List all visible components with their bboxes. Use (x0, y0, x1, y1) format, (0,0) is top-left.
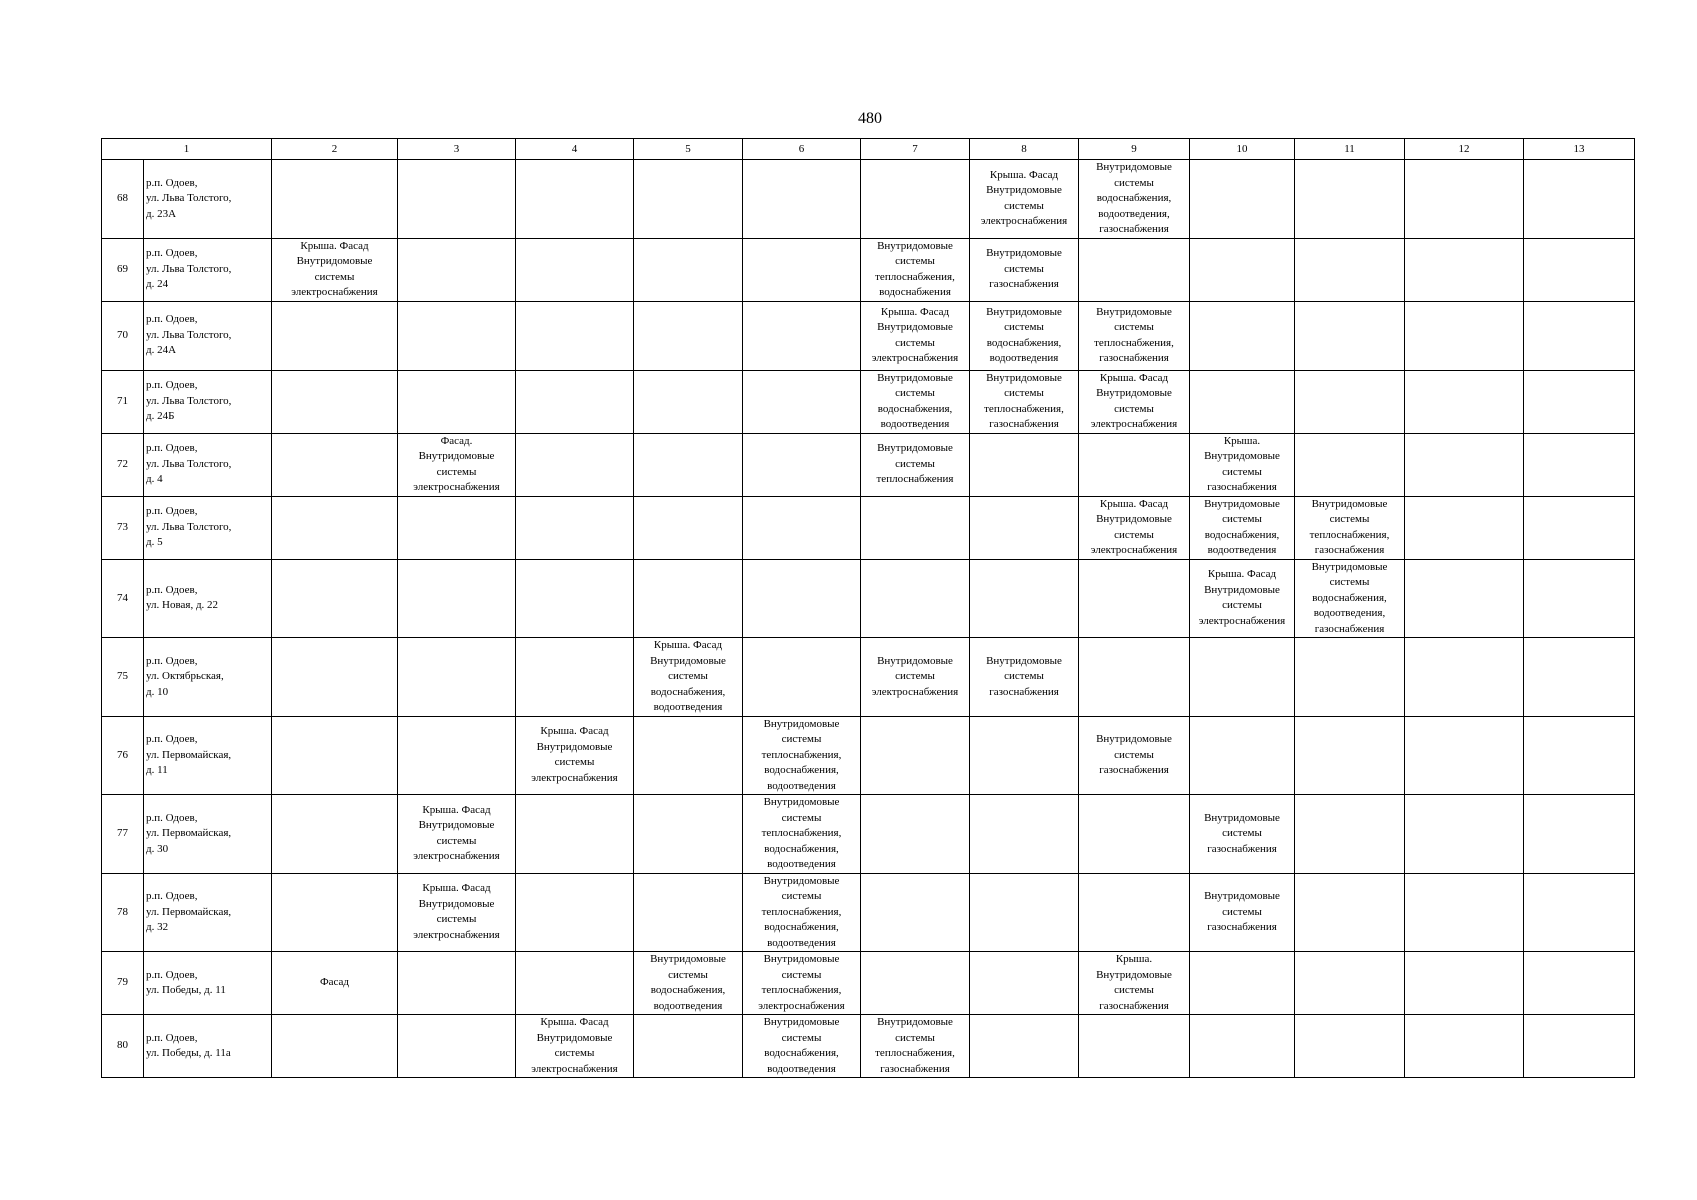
work-cell (970, 873, 1079, 952)
table-row (102, 1015, 1635, 1078)
work-cell: Внутридомовые системы теплоснабжения, водоснабжения, водоотведения (743, 795, 861, 874)
work-cell (1079, 638, 1190, 717)
work-cell: Внутридомовые системы газоснабжения (1190, 873, 1295, 952)
work-cell (1524, 795, 1635, 874)
work-cell (1405, 638, 1524, 717)
column-header-3: 3 (398, 139, 516, 160)
address-cell: р.п. Одоев, ул. Льва Толстого, д. 24Б (144, 370, 272, 433)
work-cell (516, 952, 634, 1015)
work-cell: Крыша. Фасад Внутридомовые системы электроснабжения (1079, 370, 1190, 433)
table-row (102, 638, 1635, 717)
work-cell: Внутридомовые системы водоснабжения, водоотведения (1190, 496, 1295, 559)
work-cell (272, 1015, 398, 1078)
work-cell (516, 559, 634, 638)
table-row (102, 873, 1635, 952)
address-cell: р.п. Одоев, ул. Первомайская, д. 30 (144, 795, 272, 874)
work-cell (1295, 795, 1405, 874)
work-cell: Внутридомовые системы теплоснабжения, водоснабжения, водоотведения (743, 716, 861, 795)
work-cell (1079, 559, 1190, 638)
work-cell (861, 873, 970, 952)
table-row (102, 370, 1635, 433)
row-number: 75 (102, 638, 144, 717)
work-cell (634, 160, 743, 239)
work-cell (1190, 301, 1295, 370)
work-cell (634, 238, 743, 301)
work-cell (743, 496, 861, 559)
work-cell (272, 301, 398, 370)
work-cell (398, 716, 516, 795)
table-row (102, 496, 1635, 559)
column-header-8: 8 (970, 139, 1079, 160)
work-cell (272, 160, 398, 239)
address-cell: р.п. Одоев, ул. Льва Толстого, д. 5 (144, 496, 272, 559)
work-cell (398, 1015, 516, 1078)
work-cell: Фасад (272, 952, 398, 1015)
address-cell: р.п. Одоев, ул. Льва Толстого, д. 23А (144, 160, 272, 239)
work-cell: Внутридомовые системы теплоснабжения, газоснабжения (861, 1015, 970, 1078)
work-cell (516, 238, 634, 301)
work-cell (398, 496, 516, 559)
work-cell: Крыша. Внутридомовые системы газоснабжения (1190, 433, 1295, 496)
work-cell (1079, 1015, 1190, 1078)
work-cell (634, 496, 743, 559)
work-cell (1405, 873, 1524, 952)
work-cell: Внутридомовые системы газоснабжения (970, 238, 1079, 301)
column-header-10: 10 (1190, 139, 1295, 160)
work-cell (634, 370, 743, 433)
work-cell (398, 370, 516, 433)
work-cell (1405, 160, 1524, 239)
work-cell: Фасад. Внутридомовые системы электроснабжения (398, 433, 516, 496)
work-cell (1524, 496, 1635, 559)
work-cell: Внутридомовые системы водоснабжения, водоотведения (743, 1015, 861, 1078)
work-cell (1405, 238, 1524, 301)
row-number: 73 (102, 496, 144, 559)
work-cell (1295, 716, 1405, 795)
work-cell (272, 559, 398, 638)
work-cell: Внутридомовые системы теплоснабжения, газоснабжения (1295, 496, 1405, 559)
work-cell: Внутридомовые системы теплоснабжения, газоснабжения (970, 370, 1079, 433)
work-cell (1295, 638, 1405, 717)
work-cell (1524, 716, 1635, 795)
column-header-9: 9 (1079, 139, 1190, 160)
row-number: 79 (102, 952, 144, 1015)
work-cell (1190, 638, 1295, 717)
work-cell (1524, 873, 1635, 952)
work-cell: Внутридомовые системы теплоснабжения, водоснабжения (861, 238, 970, 301)
work-cell (398, 638, 516, 717)
work-cell (970, 952, 1079, 1015)
row-number: 71 (102, 370, 144, 433)
work-cell (634, 433, 743, 496)
row-number: 70 (102, 301, 144, 370)
work-cell (1295, 160, 1405, 239)
column-header-4: 4 (516, 139, 634, 160)
work-cell (970, 1015, 1079, 1078)
work-cell: Внутридомовые системы теплоснабжения, электроснабжения (743, 952, 861, 1015)
work-cell: Крыша. Фасад Внутридомовые системы электроснабжения (1079, 496, 1190, 559)
work-cell: Крыша. Внутридомовые системы газоснабжения (1079, 952, 1190, 1015)
column-header-12: 12 (1405, 139, 1524, 160)
work-cell (861, 795, 970, 874)
work-cell (861, 160, 970, 239)
work-cell (1405, 559, 1524, 638)
work-cell (1190, 238, 1295, 301)
table-row (102, 433, 1635, 496)
work-cell (1190, 1015, 1295, 1078)
table-row (102, 301, 1635, 370)
work-cell: Внутридомовые системы водоснабжения, водоотведения, газоснабжения (1079, 160, 1190, 239)
work-cell (1295, 952, 1405, 1015)
column-header-5: 5 (634, 139, 743, 160)
work-cell (1524, 238, 1635, 301)
work-cell: Внутридомовые системы теплоснабжения, газоснабжения (1079, 301, 1190, 370)
table-row (102, 952, 1635, 1015)
repair-schedule-table (101, 138, 1635, 1078)
work-cell (743, 638, 861, 717)
row-number: 68 (102, 160, 144, 239)
work-cell: Внутридомовые системы газоснабжения (1190, 795, 1295, 874)
address-cell: р.п. Одоев, ул. Новая, д. 22 (144, 559, 272, 638)
column-header-13: 13 (1524, 139, 1635, 160)
work-cell: Внутридомовые системы теплоснабжения (861, 433, 970, 496)
work-cell (1079, 433, 1190, 496)
work-cell (516, 433, 634, 496)
work-cell (743, 370, 861, 433)
work-cell (1405, 952, 1524, 1015)
work-cell (743, 238, 861, 301)
work-cell: Внутридомовые системы электроснабжения (861, 638, 970, 717)
work-cell: Внутридомовые системы газоснабжения (1079, 716, 1190, 795)
address-cell: р.п. Одоев, ул. Льва Толстого, д. 24А (144, 301, 272, 370)
work-cell (1295, 370, 1405, 433)
address-cell: р.п. Одоев, ул. Первомайская, д. 32 (144, 873, 272, 952)
work-cell (272, 433, 398, 496)
work-cell (398, 301, 516, 370)
work-cell (1405, 301, 1524, 370)
work-cell (743, 559, 861, 638)
work-cell (1190, 370, 1295, 433)
work-cell (516, 873, 634, 952)
work-cell (861, 716, 970, 795)
row-number: 80 (102, 1015, 144, 1078)
work-cell (1524, 1015, 1635, 1078)
work-cell (970, 795, 1079, 874)
work-cell (970, 716, 1079, 795)
work-cell (634, 1015, 743, 1078)
work-cell: Внутридомовые системы газоснабжения (970, 638, 1079, 717)
work-cell: Крыша. Фасад Внутридомовые системы электроснабжения (398, 873, 516, 952)
work-cell (1524, 952, 1635, 1015)
work-cell (1190, 160, 1295, 239)
work-cell (272, 370, 398, 433)
table-row (102, 160, 1635, 239)
work-cell (272, 638, 398, 717)
work-cell (970, 496, 1079, 559)
work-cell (1295, 873, 1405, 952)
work-cell (516, 638, 634, 717)
work-cell (516, 370, 634, 433)
work-cell (1079, 795, 1190, 874)
address-cell: р.п. Одоев, ул. Льва Толстого, д. 4 (144, 433, 272, 496)
work-cell (970, 433, 1079, 496)
work-cell (1405, 716, 1524, 795)
work-cell (743, 301, 861, 370)
work-cell (1405, 795, 1524, 874)
address-cell: р.п. Одоев, ул. Победы, д. 11а (144, 1015, 272, 1078)
table-row (102, 559, 1635, 638)
work-cell (634, 559, 743, 638)
work-cell (1295, 433, 1405, 496)
work-cell: Крыша. Фасад Внутридомовые системы электроснабжения (516, 1015, 634, 1078)
column-header-2: 2 (272, 139, 398, 160)
work-cell (516, 160, 634, 239)
table-row (102, 795, 1635, 874)
column-header-7: 7 (861, 139, 970, 160)
work-cell (634, 795, 743, 874)
work-cell (398, 559, 516, 638)
work-cell (1190, 716, 1295, 795)
work-cell (861, 559, 970, 638)
address-cell: р.п. Одоев, ул. Льва Толстого, д. 24 (144, 238, 272, 301)
work-cell (1524, 301, 1635, 370)
work-cell (1190, 952, 1295, 1015)
row-number: 78 (102, 873, 144, 952)
work-cell (1079, 873, 1190, 952)
work-cell (272, 716, 398, 795)
work-cell (272, 795, 398, 874)
work-cell (743, 433, 861, 496)
column-header-11: 11 (1295, 139, 1405, 160)
work-cell (272, 873, 398, 952)
table-row (102, 238, 1635, 301)
work-cell: Крыша. Фасад Внутридомовые системы электроснабжения (1190, 559, 1295, 638)
address-cell: р.п. Одоев, ул. Победы, д. 11 (144, 952, 272, 1015)
column-header-6: 6 (743, 139, 861, 160)
row-number: 72 (102, 433, 144, 496)
work-cell (861, 496, 970, 559)
work-cell (743, 160, 861, 239)
work-cell (634, 716, 743, 795)
work-cell (1405, 496, 1524, 559)
work-cell (516, 795, 634, 874)
work-cell: Крыша. Фасад Внутридомовые системы водоснабжения, водоотведения (634, 638, 743, 717)
work-cell (1524, 160, 1635, 239)
work-cell (398, 160, 516, 239)
address-cell: р.п. Одоев, ул. Первомайская, д. 11 (144, 716, 272, 795)
column-header-1: 1 (102, 139, 272, 160)
work-cell: Крыша. Фасад Внутридомовые системы электроснабжения (516, 716, 634, 795)
work-cell (634, 301, 743, 370)
work-cell (272, 496, 398, 559)
work-cell (634, 873, 743, 952)
work-cell: Крыша. Фасад Внутридомовые системы электроснабжения (970, 160, 1079, 239)
work-cell (1405, 433, 1524, 496)
row-number: 76 (102, 716, 144, 795)
work-cell: Внутридомовые системы водоснабжения, водоотведения (861, 370, 970, 433)
work-cell: Внутридомовые системы водоснабжения, водоотведения, газоснабжения (1295, 559, 1405, 638)
work-cell (398, 238, 516, 301)
work-cell (1295, 238, 1405, 301)
work-cell: Крыша. Фасад Внутридомовые системы электроснабжения (272, 238, 398, 301)
work-cell (1405, 1015, 1524, 1078)
page-number: 480 (858, 110, 882, 127)
work-cell: Крыша. Фасад Внутридомовые системы электроснабжения (861, 301, 970, 370)
work-cell (1079, 238, 1190, 301)
work-cell: Внутридомовые системы водоснабжения, водоотведения (970, 301, 1079, 370)
work-cell (1295, 1015, 1405, 1078)
work-cell (861, 952, 970, 1015)
work-cell: Крыша. Фасад Внутридомовые системы электроснабжения (398, 795, 516, 874)
work-cell (1524, 433, 1635, 496)
work-cell (1295, 301, 1405, 370)
row-number: 74 (102, 559, 144, 638)
work-cell: Внутридомовые системы теплоснабжения, водоснабжения, водоотведения (743, 873, 861, 952)
work-cell (516, 496, 634, 559)
header-row (102, 139, 1635, 160)
table-row (102, 716, 1635, 795)
work-cell (398, 952, 516, 1015)
work-cell (970, 559, 1079, 638)
work-cell (1405, 370, 1524, 433)
work-cell (1524, 559, 1635, 638)
row-number: 69 (102, 238, 144, 301)
address-cell: р.п. Одоев, ул. Октябрьская, д. 10 (144, 638, 272, 717)
work-cell (1524, 638, 1635, 717)
row-number: 77 (102, 795, 144, 874)
work-cell (1524, 370, 1635, 433)
work-cell: Внутридомовые системы водоснабжения, водоотведения (634, 952, 743, 1015)
work-cell (516, 301, 634, 370)
